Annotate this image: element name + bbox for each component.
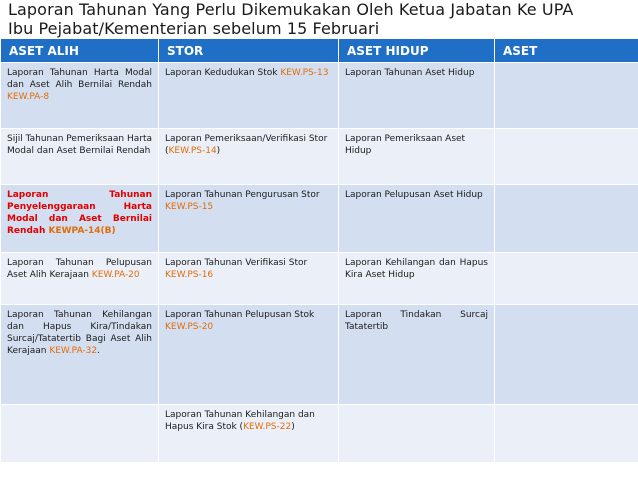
form-reference: KEW.PS-15 [165, 202, 214, 212]
table-header-row [1, 39, 638, 63]
table-row [1, 129, 638, 185]
table-cell: Laporan Pemeriksaan/Verifikasi Stor (KEW.PS-14) [159, 129, 339, 185]
form-reference: KEWPA-14(B) [48, 226, 116, 236]
table-cell: Laporan Tahunan Pengurusan Stor KEW.PS-15 [159, 185, 339, 253]
table-cell: Laporan Pemeriksaan Aset Hidup [339, 129, 495, 185]
slide-title [8, 0, 636, 38]
table-row [1, 63, 638, 129]
column-header-aset: ASET [495, 39, 638, 63]
table-cell [495, 305, 638, 405]
slide-title-line-1: Laporan Tahunan Yang Perlu Dikemukakan Oleh Ketua Jabatan Ke UPA [8, 0, 574, 19]
table-cell: Laporan Tindakan Surcaj Tatatertib [339, 305, 495, 405]
table-cell: Laporan Tahunan Verifikasi Stor KEW.PS-16 [159, 253, 339, 305]
table-cell: Laporan Tahunan Kehilangan dan Hapus Kira/Tindakan Surcaj/Tatatertib Bagi Aset Alih Kerajaan KEW.PA-32. [1, 305, 159, 405]
table-cell [339, 405, 495, 463]
form-reference: KEW.PA-20 [91, 270, 140, 280]
table-row [1, 305, 638, 405]
column-header-aset-alih: ASET ALIH [1, 39, 159, 63]
table-cell [1, 405, 159, 463]
table-cell-highlighted: Laporan Tahunan Penyelenggaraan Harta Modal dan Aset Bernilai Rendah KEWPA-14(B) [1, 185, 159, 253]
column-header-stor: STOR [159, 39, 339, 63]
table-cell [495, 253, 638, 305]
form-reference: KEW.PA-32 [49, 346, 98, 356]
table-cell [495, 185, 638, 253]
table-row [1, 405, 638, 463]
table-cell: Laporan Pelupusan Aset Hidup [339, 185, 495, 253]
slide-title-line-2: Ibu Pejabat/Kementerian sebelum 15 Februari [8, 19, 380, 38]
table-cell: Laporan Tahunan Pelupusan Stok KEW.PS-20 [159, 305, 339, 405]
form-reference: KEW.PS-13 [280, 68, 329, 78]
table-cell: Laporan Kedudukan Stok KEW.PS-13 [159, 63, 339, 129]
form-reference: KEW.PS-14 [168, 146, 217, 156]
report-table [0, 38, 638, 463]
table-cell [495, 129, 638, 185]
table-cell: Laporan Tahunan Harta Modal dan Aset Alih Bernilai Rendah KEW.PA-8 [1, 63, 159, 129]
form-reference: KEW.PA-8 [7, 92, 50, 102]
table-cell: Laporan Tahunan Pelupusan Aset Alih Kerajaan KEW.PA-20 [1, 253, 159, 305]
form-reference: KEW.PS-16 [165, 270, 214, 280]
table-row [1, 253, 638, 305]
table-row [1, 185, 638, 253]
table-cell [495, 405, 638, 463]
form-reference: KEW.PS-20 [165, 322, 214, 332]
table-cell: Laporan Tahunan Kehilangan dan Hapus Kira Stok (KEW.PS-22) [159, 405, 339, 463]
table-cell: Laporan Kehilangan dan Hapus Kira Aset Hidup [339, 253, 495, 305]
form-reference: KEW.PS-22 [243, 422, 292, 432]
column-header-aset-hidup: ASET HIDUP [339, 39, 495, 63]
table-cell [495, 63, 638, 129]
table-cell: Laporan Tahunan Aset Hidup [339, 63, 495, 129]
table-cell: Sijil Tahunan Pemeriksaan Harta Modal dan Aset Bernilai Rendah [1, 129, 159, 185]
